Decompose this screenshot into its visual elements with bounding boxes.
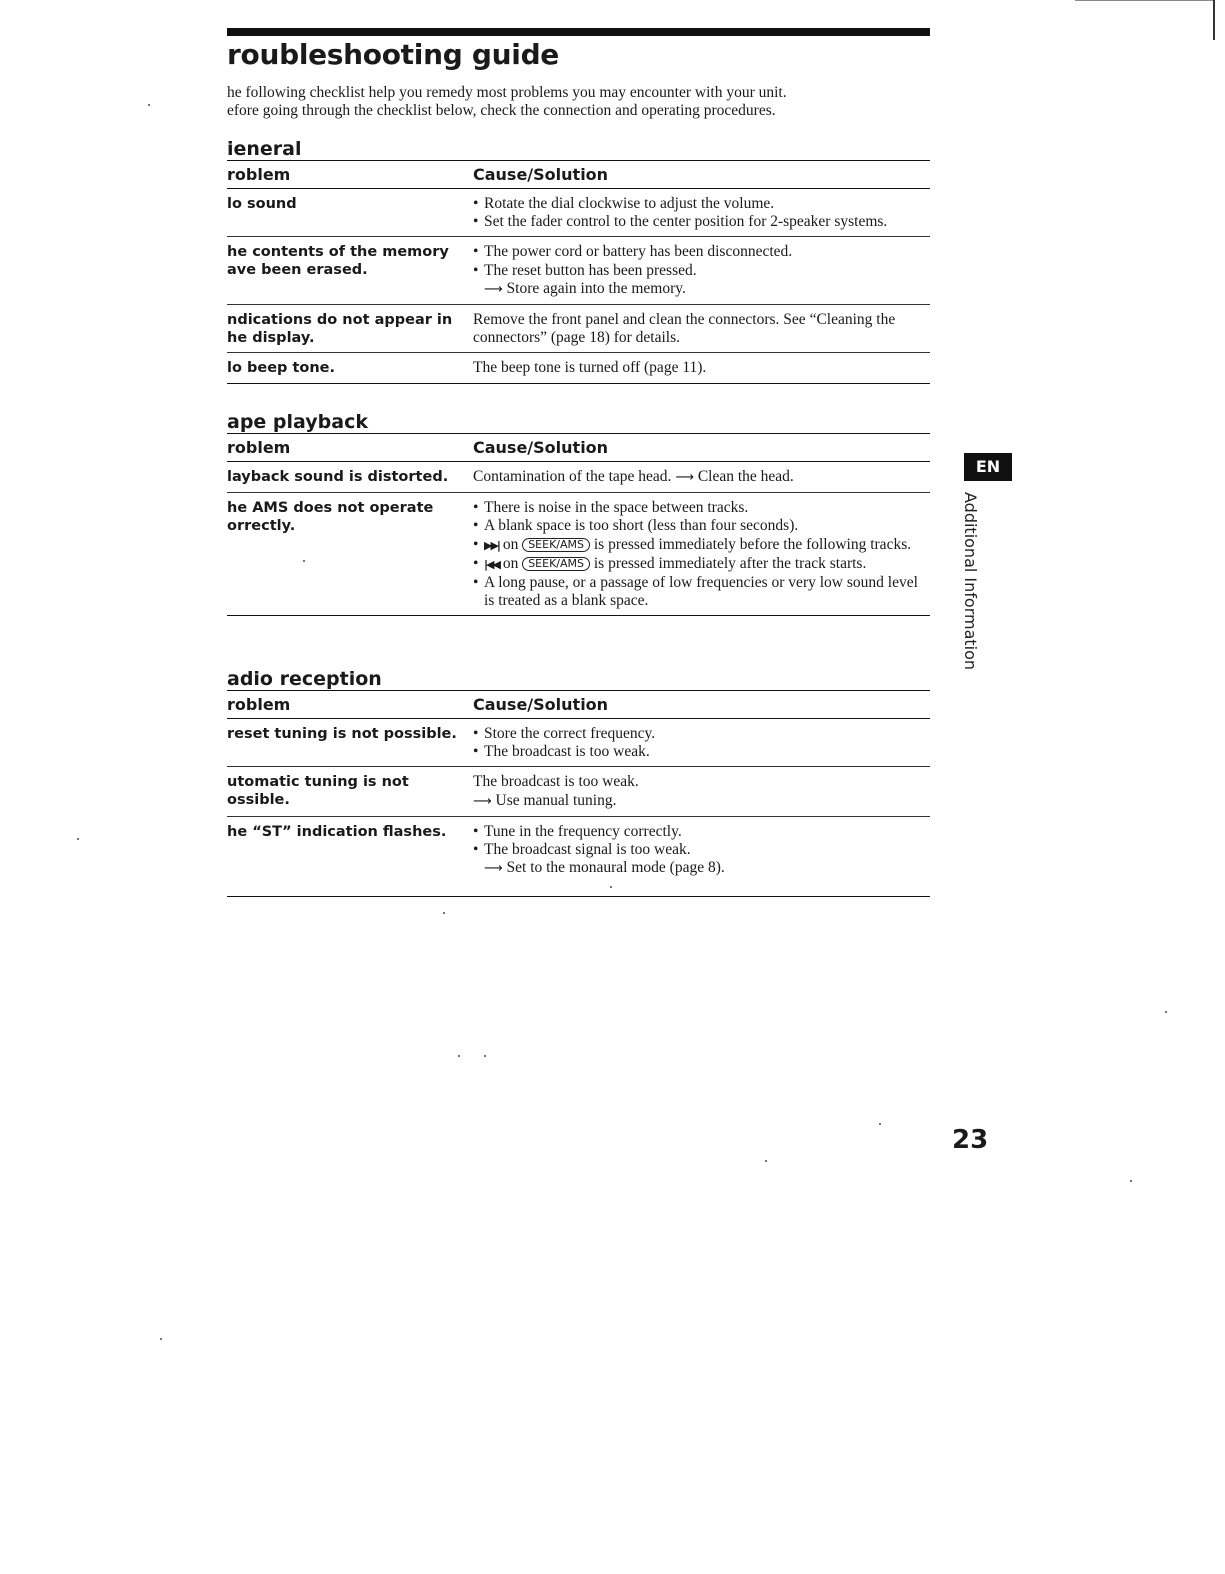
scan-speck [148, 104, 150, 106]
solution-bullet: • A blank space is too short (less than four seconds). [473, 517, 930, 535]
scan-speck [458, 1055, 460, 1057]
crop-mark [1213, 0, 1215, 40]
scan-speck [443, 912, 445, 914]
scan-speck [610, 886, 612, 888]
solution-bullet: • Tune in the frequency correctly. [473, 823, 930, 841]
scan-speck [1130, 1180, 1132, 1182]
problem-text: lo beep tone. [227, 360, 336, 377]
column-header-solution: Cause/Solution [473, 695, 609, 714]
column-header-problem: roblem [227, 165, 291, 184]
solution-bullet: • There is noise in the space between tracks. [473, 499, 930, 517]
solution-cell [473, 311, 930, 347]
solution-bullet: • A long pause, or a passage of low frequencies or very low sound level is treated as a blank space. [473, 574, 930, 610]
scan-speck [1165, 1011, 1167, 1013]
crop-line [1075, 0, 1215, 1]
problem-text: he “ST” indication flashes. [227, 823, 447, 840]
remedy-text: Store again into the memory. [506, 279, 686, 297]
solution-remedy [473, 280, 930, 299]
table-header [227, 691, 930, 719]
solution-bullet: • The broadcast is too weak. [473, 743, 930, 761]
page-number: 23 [952, 1125, 989, 1155]
arrow-right-icon: ⟶ [484, 861, 503, 877]
section-radio-reception [227, 668, 930, 897]
intro-line: he following checklist help you remedy most problems you may encounter with your unit. [227, 84, 787, 101]
solution-text [473, 468, 930, 487]
arrow-right-icon: ⟶ [484, 281, 503, 297]
solution-bullet [473, 536, 930, 555]
solution-bullet: • The broadcast signal is too weak. [473, 841, 930, 859]
problem-text: lo sound [227, 196, 297, 212]
problem-text: he AMS does not operate [227, 500, 434, 517]
scan-speck [77, 838, 79, 840]
page-title: roubleshooting guide [227, 38, 559, 71]
solution-remedy [473, 792, 930, 811]
intro-text [227, 84, 927, 120]
solution-cell [473, 359, 930, 377]
table-row [227, 353, 930, 383]
header-bar [227, 28, 930, 36]
table-header [227, 161, 930, 189]
scan-speck [765, 1160, 767, 1162]
seek-ams-key: SEEK/AMS [522, 557, 590, 571]
intro-line: efore going through the checklist below, check the connection and operating procedures. [227, 102, 776, 119]
scan-speck [484, 1055, 486, 1057]
solution-cell [473, 725, 930, 761]
solution-bullet: • Set the fader control to the center position for 2-speaker systems. [473, 213, 930, 231]
solution-cell [473, 823, 930, 879]
problem-cell [227, 725, 473, 761]
table-row [227, 719, 930, 767]
table-row [227, 767, 930, 816]
solution-cell [473, 195, 930, 231]
bullet-text: is pressed immediately before the following tracks. [593, 535, 912, 553]
column-header-problem: roblem [227, 438, 291, 457]
table-row [227, 237, 930, 305]
problem-text: ndications do not appear in [227, 312, 453, 329]
problem-cell [227, 823, 473, 879]
table-row [227, 493, 930, 616]
on-text: on [502, 554, 519, 572]
problem-cell [227, 468, 473, 487]
problem-text: ave been erased. [227, 262, 368, 279]
on-text: on [502, 535, 519, 553]
seek-ams-key: SEEK/AMS [522, 538, 590, 552]
table-header [227, 434, 930, 462]
problem-cell [227, 243, 473, 299]
solution-bullet [473, 555, 930, 574]
solution-bullet: • Store the correct frequency. [473, 725, 930, 743]
language-tab: EN [964, 453, 1012, 481]
column-header-problem: roblem [227, 695, 291, 714]
solution-text: The beep tone is turned off (page 11). [473, 359, 707, 377]
remedy-text: Set to the monaural mode (page 8). [506, 859, 725, 877]
column-header-solution: Cause/Solution [473, 438, 609, 457]
next-track-icon: ▶▶| [484, 538, 499, 552]
section-heading: adio reception [227, 668, 382, 690]
scan-speck [303, 560, 305, 562]
table-row [227, 817, 930, 898]
problem-cell [227, 499, 473, 610]
solution-cell [473, 243, 930, 299]
problem-cell [227, 773, 473, 810]
table-row [227, 189, 930, 237]
problem-cell [227, 359, 473, 377]
section-heading: ieneral [227, 138, 302, 160]
section-tape-playback [227, 411, 930, 616]
solution-cell [473, 468, 930, 487]
bullet-text: is pressed immediately after the track starts. [593, 554, 867, 572]
solution-bullet: • The reset button has been pressed. [473, 262, 930, 280]
problem-text: layback sound is distorted. [227, 469, 449, 485]
problem-text: he contents of the memory [227, 244, 449, 261]
problem-cell [227, 311, 473, 347]
solution-remedy [473, 859, 930, 878]
remedy-text: Clean the head. [697, 468, 794, 485]
side-section-label: Additional Information [961, 492, 980, 671]
solution-bullet: • Rotate the dial clockwise to adjust the volume. [473, 195, 930, 213]
previous-track-icon: |◀◀ [484, 557, 499, 571]
problem-text: orrectly. [227, 518, 296, 535]
solution-text: The broadcast is too weak. [473, 773, 639, 791]
solution-text: Remove the front panel and clean the connectors. See “Cleaning the connectors” (page 18) for details. [473, 311, 896, 347]
section-heading: ape playback [227, 411, 368, 433]
problem-text: utomatic tuning is not [227, 774, 409, 791]
table-row [227, 305, 930, 353]
arrow-right-icon: ⟶ [675, 470, 694, 485]
remedy-text: Use manual tuning. [495, 791, 617, 809]
problem-text: reset tuning is not possible. [227, 726, 457, 742]
scan-speck [160, 1338, 162, 1340]
cause-text: Contamination of the tape head. [473, 468, 672, 485]
solution-bullet: • The power cord or battery has been disconnected. [473, 243, 930, 261]
section-general [227, 138, 930, 384]
solution-cell [473, 773, 930, 810]
arrow-right-icon: ⟶ [473, 793, 492, 809]
problem-text: ossible. [227, 792, 290, 809]
solution-cell [473, 499, 930, 610]
problem-cell [227, 195, 473, 231]
problem-text: he display. [227, 330, 315, 347]
scan-speck [879, 1123, 881, 1125]
column-header-solution: Cause/Solution [473, 165, 609, 184]
table-row [227, 462, 930, 493]
